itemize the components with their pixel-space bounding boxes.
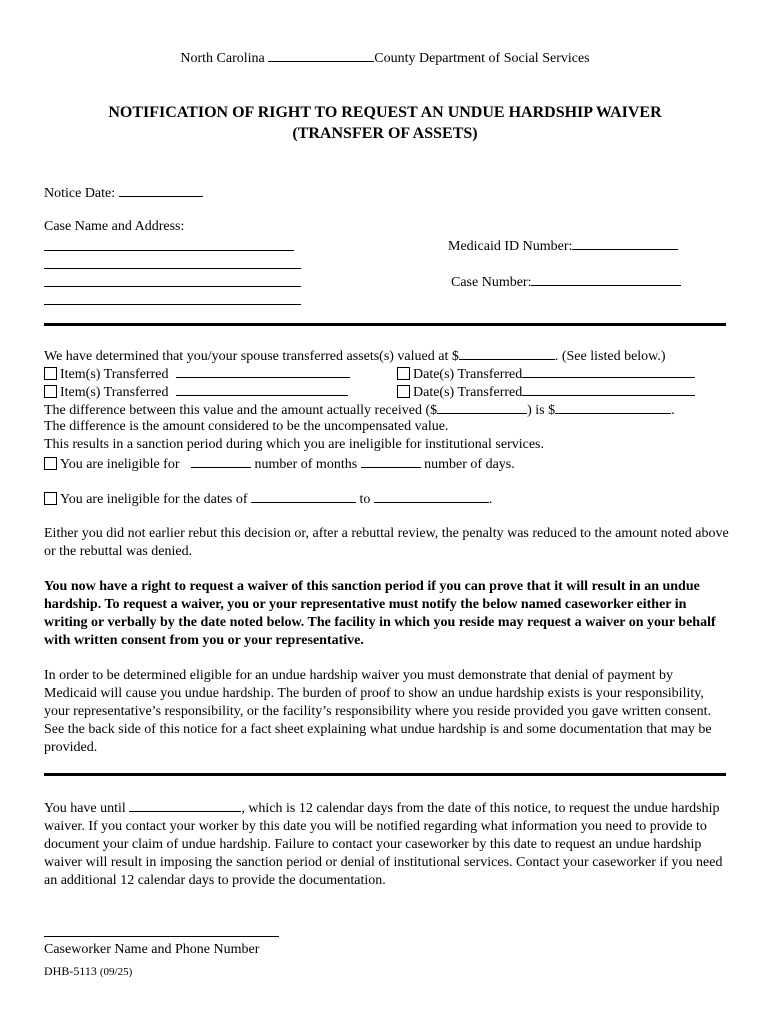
days-label: number of days. bbox=[424, 457, 515, 472]
end-period: . bbox=[488, 492, 493, 507]
caseworker-label: Caseworker Name and Phone Number bbox=[44, 942, 260, 957]
caseworker-signature-line[interactable] bbox=[44, 936, 279, 937]
case-number-field[interactable] bbox=[531, 272, 681, 286]
items-row-2 bbox=[44, 382, 348, 401]
months-field[interactable] bbox=[191, 454, 251, 468]
difference-is-text: ) is $ bbox=[527, 403, 556, 418]
deadline-paragraph bbox=[44, 798, 729, 890]
deadline-text-start: You have until bbox=[44, 801, 126, 816]
section-divider-1 bbox=[44, 323, 726, 326]
items-label-2: Item(s) Transferred bbox=[60, 385, 169, 400]
county-field[interactable] bbox=[268, 48, 374, 62]
address-line-3[interactable] bbox=[44, 286, 301, 287]
form-identifier bbox=[44, 963, 132, 981]
case-number-label: Case Number: bbox=[451, 275, 532, 290]
days-field[interactable] bbox=[361, 454, 421, 468]
dates-field-2[interactable] bbox=[522, 382, 695, 396]
items-row-1 bbox=[44, 364, 350, 383]
address-line-2[interactable] bbox=[44, 268, 301, 269]
assets-value-row bbox=[44, 346, 666, 365]
address-line-1[interactable] bbox=[44, 250, 294, 251]
months-label: number of months bbox=[254, 457, 358, 472]
assets-value-text: We have determined that you/your spouse transferred assets(s) valued at $ bbox=[44, 349, 459, 364]
dates-checkbox-2[interactable] bbox=[397, 385, 410, 398]
dates-row-2 bbox=[397, 382, 695, 401]
form-title: NOTIFICATION OF RIGHT TO REQUEST AN UNDUE HARDSHIP WAIVER bbox=[108, 104, 662, 121]
section-divider-2 bbox=[44, 773, 726, 776]
deadline-text-rest: , which is 12 calendar days from the date of this notice, to request the undue hardship waiver. If you contact your worker by this date you will be notified regarding what information you need to provide to document your claim of undue hardship. Failure to contact your caseworker by this date to request an undue hardship waiver will result in imposing the sanction period or denial of institutional services. Contact your caseworker if you need an additional 12 calendar days to provide the documentation. bbox=[44, 801, 723, 888]
start-date-field[interactable] bbox=[251, 489, 356, 503]
ineligible-dates-row bbox=[44, 489, 492, 508]
header bbox=[0, 48, 770, 67]
dates-label-2: Date(s) Transferred bbox=[413, 385, 523, 400]
notice-date-row bbox=[44, 183, 203, 202]
deadline-date-field[interactable] bbox=[129, 798, 241, 812]
items-checkbox-2[interactable] bbox=[44, 385, 57, 398]
right-to-waiver-paragraph: You now have a right to request a waiver of this sanction period if you can prove that it will result in an undue hardship. To request a waiver, you or your representative must notify the below named caseworker either in writing or verbally by the date noted below. The facility in which you reside may request a waiver on your behalf with written consent from you or your representative. bbox=[44, 579, 716, 648]
dates-label-1: Date(s) Transferred bbox=[413, 367, 523, 382]
dates-checkbox-1[interactable] bbox=[397, 367, 410, 380]
dates-field-1[interactable] bbox=[522, 364, 695, 378]
form-date: (09/25) bbox=[99, 966, 133, 978]
items-field-2[interactable] bbox=[176, 382, 348, 396]
items-label-1: Item(s) Transferred bbox=[60, 367, 169, 382]
difference-row bbox=[44, 400, 675, 419]
assets-value-note: . (See listed below.) bbox=[554, 349, 666, 364]
ineligible-dates-label: You are ineligible for the dates of bbox=[60, 492, 248, 507]
header-department: County Department of Social Services bbox=[374, 51, 590, 66]
to-label: to bbox=[359, 492, 371, 507]
sanction-text: This results in a sanction period during which you are ineligible for institutional services. bbox=[44, 437, 545, 452]
notice-date-label: Notice Date: bbox=[44, 186, 116, 201]
medicaid-id-field[interactable] bbox=[572, 236, 678, 250]
difference-field[interactable] bbox=[555, 400, 671, 414]
assets-value-field[interactable] bbox=[459, 346, 555, 360]
items-checkbox-1[interactable] bbox=[44, 367, 57, 380]
form-id: DHB-5113 bbox=[44, 964, 97, 978]
medicaid-id-row bbox=[448, 236, 678, 255]
difference-period: . bbox=[671, 403, 675, 418]
dates-row-1 bbox=[397, 364, 695, 383]
eligibility-paragraph: In order to be determined eligible for an undue hardship waiver you must demonstrate that denial of payment by Medicaid will cause you undue hardship. The burden of proof to show an undue hardship exists is your responsibility, your representative’s responsibility, or the facility’s responsibility where you reside provided you gave written consent. See the back side of this notice for a fact sheet explaining what undue hardship is and some documentation that may be provided. bbox=[44, 668, 712, 755]
case-name-label: Case Name and Address: bbox=[44, 219, 185, 234]
uncompensated-text: The difference is the amount considered to be the uncompensated value. bbox=[44, 419, 449, 434]
items-field-1[interactable] bbox=[176, 364, 350, 378]
end-date-field[interactable] bbox=[374, 489, 489, 503]
ineligible-for-label: You are ineligible for bbox=[60, 457, 180, 472]
notice-date-field[interactable] bbox=[119, 183, 203, 197]
rebuttal-paragraph: Either you did not earlier rebut this decision or, after a rebuttal review, the penalty was reduced to the amount noted above or the rebuttal was denied. bbox=[44, 526, 729, 559]
form-subtitle: (TRANSFER OF ASSETS) bbox=[292, 125, 478, 142]
received-field[interactable] bbox=[437, 400, 527, 414]
ineligible-months-checkbox[interactable] bbox=[44, 457, 57, 470]
case-number-row bbox=[451, 272, 681, 291]
ineligible-months-row bbox=[44, 454, 515, 473]
difference-text: The difference between this value and the amount actually received ($ bbox=[44, 403, 438, 418]
medicaid-id-label: Medicaid ID Number: bbox=[448, 239, 573, 254]
header-state: North Carolina bbox=[180, 51, 265, 66]
ineligible-dates-checkbox[interactable] bbox=[44, 492, 57, 505]
address-line-4[interactable] bbox=[44, 304, 301, 305]
